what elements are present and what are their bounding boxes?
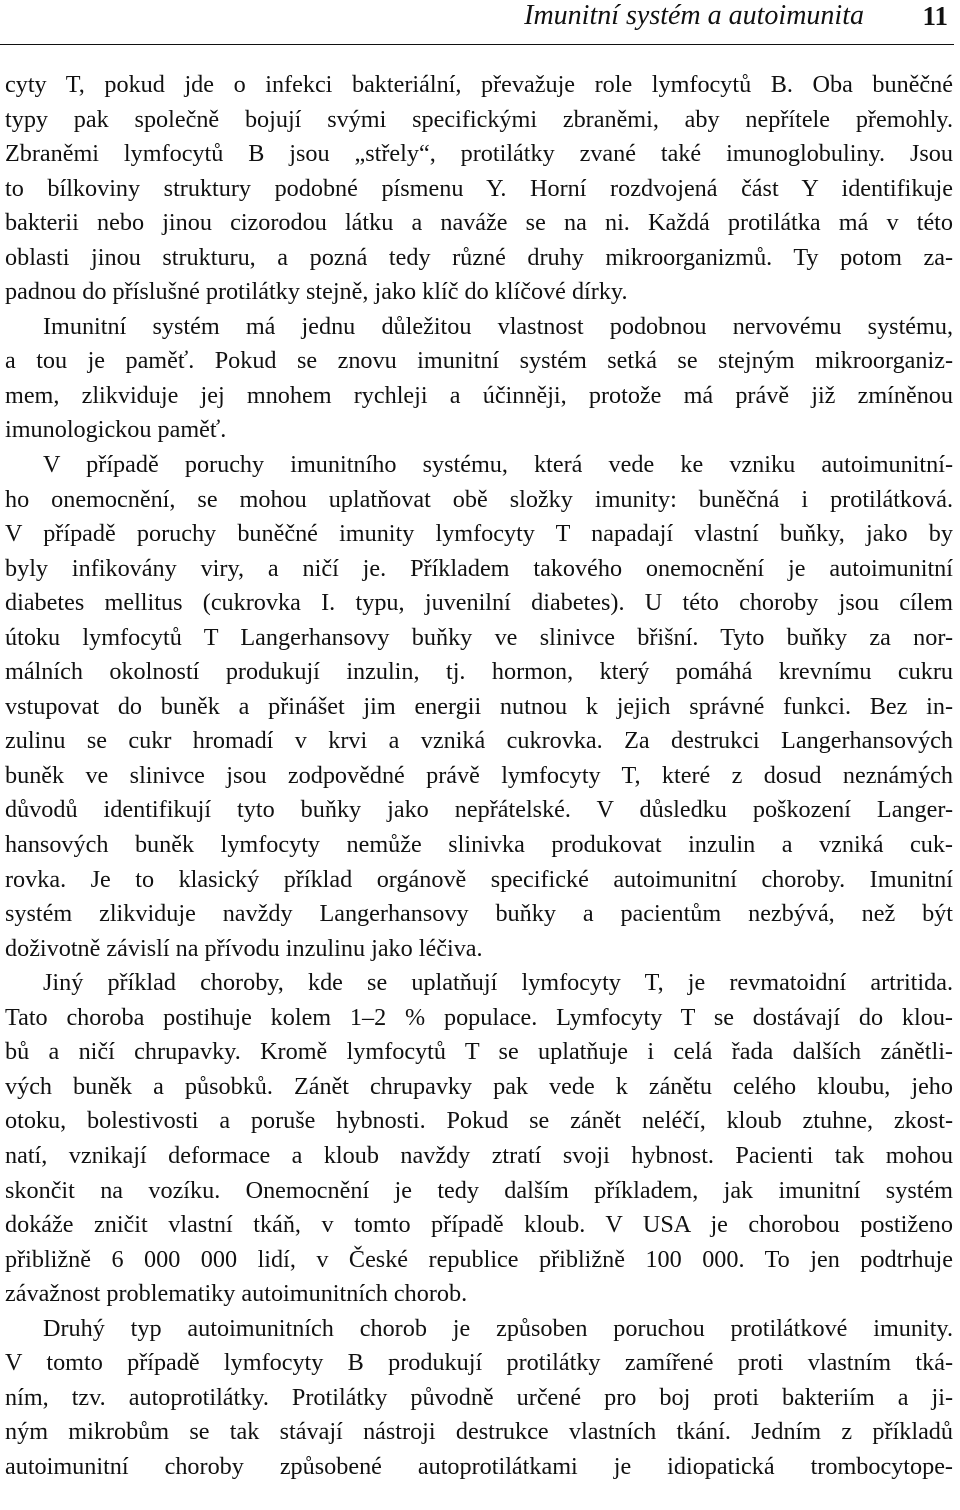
text-line: útoku lymfocytů T Langerhansovy buňky ve slinivce břišní. Tyto buňky za nor- bbox=[5, 623, 953, 651]
text-line: a tou je paměť. Pokud se znovu imunitní systém setká se stejným mikroorganiz- bbox=[5, 347, 953, 375]
text-line: Tato choroba postihuje kolem 1–2 % populace. Lymfocyty T se dostávají do klou- bbox=[5, 1003, 953, 1031]
text-line: buněk ve slinivce jsou zodpovědné právě lymfocyty T, které z dosud neznámých bbox=[5, 761, 953, 789]
paragraph-first-line: Jiný příklad choroby, kde se uplatňují lymfocyty T, je revmatoidní artritida. bbox=[43, 969, 953, 997]
text-line: imunologickou paměť. bbox=[5, 416, 227, 444]
text-line: přibližně 6 000 000 lidí, v České republice přibližně 100 000. To jen podtrhuje bbox=[5, 1245, 953, 1273]
text-line: závažnost problematiky autoimunitních chorob. bbox=[5, 1280, 468, 1308]
text-line: byly infikovány viry, a ničí je. Příkladem takového onemocnění je autoimunitní bbox=[5, 554, 953, 582]
paragraph-first-line: Imunitní systém má jednu důležitou vlastnost podobnou nervovému systému, bbox=[43, 312, 953, 340]
text-line: to bílkoviny struktury podobné písmenu Y. Horní rozdvojená část Y identifikuje bbox=[5, 174, 953, 202]
text-line: vstupovat do buněk a přinášet jim energii nutnou k jejich správné funkci. Bez in- bbox=[5, 692, 953, 720]
text-line: padnou do příslušné protilátky stejně, jako klíč do klíčové dírky. bbox=[5, 278, 628, 306]
text-line: systém zlikviduje navždy Langerhansovy buňky a pacientům nezbývá, než být bbox=[5, 900, 953, 928]
running-header-title: Imunitní systém a autoimunita bbox=[524, 0, 864, 31]
text-line: Zbraněmi lymfocytů B jsou „střely“, protilátky zvané také imunoglobuliny. Jsou bbox=[5, 140, 953, 168]
text-line: V tomto případě lymfocyty B produkují protilátky zamířené proti vlastním tká- bbox=[5, 1349, 953, 1377]
text-line: bů a ničí chrupavky. Kromě lymfocytů T se uplatňuje i celá řada dalších zánětli- bbox=[5, 1038, 953, 1066]
text-line: důvodů identifikují tyto buňky jako nepřátelské. V důsledku poškození Langer- bbox=[5, 796, 953, 824]
text-line: vých buněk a působků. Zánět chrupavky pak vede k zánětu celého kloubu, jeho bbox=[5, 1072, 953, 1100]
running-header bbox=[0, 0, 954, 45]
text-line: ho onemocnění, se mohou uplatňovat obě složky imunity: buněčná i protilátková. bbox=[5, 485, 953, 513]
text-line: ním, tzv. autoprotilátky. Protilátky původně určené pro boj proti bakteriím a ji- bbox=[5, 1383, 953, 1411]
text-line: hansových buněk lymfocyty nemůže slinivka produkovat inzulin a vzniká cuk- bbox=[5, 831, 953, 859]
text-line: dokáže zničit vlastní tkáň, v tomto případě kloub. V USA je chorobou postiženo bbox=[5, 1211, 953, 1239]
text-line: zulinu se cukr hromadí v krvi a vzniká cukrovka. Za destrukci Langerhansových bbox=[5, 727, 953, 755]
paragraph-first-line: Druhý typ autoimunitních chorob je způsoben poruchou protilátkové imunity. bbox=[43, 1314, 953, 1342]
text-line: natí, vznikají deformace a kloub navždy ztratí svoji hybnost. Pacienti tak mohou bbox=[5, 1141, 953, 1169]
text-line: autoimunitní choroby způsobené autoprotilátkami je idiopatická trombocytope- bbox=[5, 1452, 953, 1480]
text-line: otoku, bolestivosti a poruše hybnosti. Pokud se zánět neléčí, kloub ztuhne, zkost- bbox=[5, 1107, 953, 1135]
paragraph-first-line: V případě poruchy imunitního systému, která vede ke vzniku autoimunitní- bbox=[43, 451, 953, 479]
text-line: ným mikrobům se tak stávají nástroji destrukce vlastních tkání. Jedním z příkladů bbox=[5, 1418, 953, 1446]
text-line: cyty T, pokud jde o infekci bakteriální, převažuje role lymfocytů B. Oba buněčné bbox=[5, 71, 953, 98]
text-line: mem, zlikviduje jej mnohem rychleji a účinněji, protože má právě již zmíněnou bbox=[5, 381, 953, 409]
text-line: doživotně závislí na přívodu inzulinu jako léčiva. bbox=[5, 934, 483, 962]
text-line: diabetes mellitus (cukrovka I. typu, juvenilní diabetes). U této choroby jsou cílem bbox=[5, 589, 953, 617]
body-text bbox=[5, 68, 953, 1484]
text-line: V případě poruchy buněčné imunity lymfocyty T napadají vlastní buňky, jako by bbox=[5, 520, 953, 548]
text-line: oblasti jinou strukturu, a pozná tedy různé druhy mikroorganizmů. Ty potom za- bbox=[5, 243, 953, 271]
page-number: 11 bbox=[922, 1, 948, 31]
text-line: málních okolností produkují inzulin, tj. hormon, který pomáhá krevnímu cukru bbox=[5, 658, 953, 686]
text-line: skončit na vozíku. Onemocnění je tedy dalším příkladem, jak imunitní systém bbox=[5, 1176, 953, 1204]
text-line: typy pak společně bojují svými specifickými zbraněmi, aby nepřítele přemohly. bbox=[5, 105, 953, 133]
text-line: bakterii nebo jinou cizorodou látku a naváže se na ni. Každá protilátka má v této bbox=[5, 209, 953, 237]
text-line: rovka. Je to klasický příklad orgánově specifické autoimunitní choroby. Imunitní bbox=[5, 865, 953, 893]
